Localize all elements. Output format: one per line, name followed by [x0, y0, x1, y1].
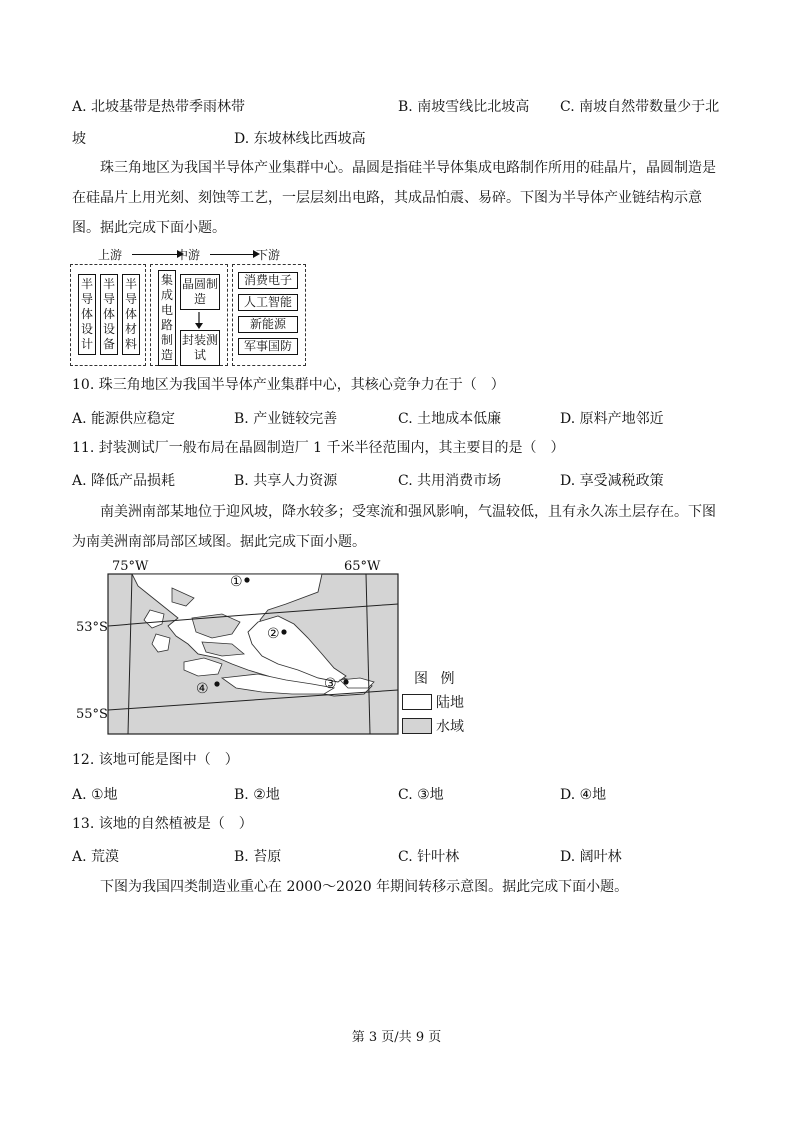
q11-option-b: B. 共享人力资源	[234, 473, 338, 489]
q11-option-d: D. 享受减税政策	[560, 473, 664, 489]
up-item-equipment: 半导体设备	[100, 274, 118, 355]
q12-stem: 12. 该地可能是图中（ ）	[72, 752, 239, 768]
q9-option-d: D. 东坡林线比西坡高	[234, 131, 366, 147]
arrow-mid-to-down	[210, 254, 258, 255]
stage-downstream: 下游	[256, 248, 281, 262]
q12-option-a: A. ①地	[72, 787, 118, 803]
q12-option-b: B. ②地	[234, 787, 280, 803]
q13-stem: 13. 该地的自然植被是（ ）	[72, 816, 253, 832]
q10-option-d: D. 原料产地邻近	[560, 411, 664, 427]
q10-stem: 10. 珠三角地区为我国半导体产业集群中心，其核心竞争力在于（ ）	[72, 377, 505, 393]
legend-label-land: 陆地	[436, 695, 464, 711]
intro-semiconductor	[72, 153, 722, 243]
legend-label-water: 水域	[436, 719, 464, 735]
map-point-3-label: ③	[324, 676, 337, 692]
q11-option-a: A. 降低产品损耗	[72, 473, 176, 489]
map-point-3-dot	[343, 679, 348, 684]
map-point-1-label: ①	[230, 574, 243, 590]
intro-south-america	[72, 497, 722, 557]
map-point-4-dot	[214, 681, 219, 686]
intro-south-america-text: 南美洲南部某地位于迎风坡，降水较多；受寒流和强风影响，气温较低，且有永久冻土层存在。下图为南美洲南部局部区域图。据此完成下面小题。	[72, 504, 716, 550]
map-label-55s: 55°S	[76, 707, 108, 722]
down-item-consumer: 消费电子	[238, 272, 298, 289]
down-item-new-energy: 新能源	[238, 316, 298, 333]
map-label-75w: 75°W	[112, 559, 149, 574]
q9-option-c-continued: 坡	[72, 131, 86, 147]
q9-option-b: B. 南坡雪线比北坡高	[398, 99, 530, 115]
q12-option-c: C. ③地	[398, 787, 444, 803]
map-point-2-dot	[281, 629, 286, 634]
q12-option-d: D. ④地	[560, 787, 607, 803]
q13-option-d: D. 阔叶林	[560, 849, 622, 865]
mid-packaging-testing: 封装测试	[180, 330, 220, 366]
legend-row-land	[402, 692, 464, 712]
q13-option-a: A. 荒漠	[72, 849, 120, 865]
map-point-1-dot	[244, 577, 249, 582]
map-point-4-label: ④	[196, 681, 209, 697]
q13-option-c: C. 针叶林	[398, 849, 460, 865]
map-label-53s: 53°S	[76, 620, 108, 635]
semiconductor-chain-diagram	[70, 246, 310, 371]
page-footer: 第 3 页/共 9 页	[351, 1030, 442, 1045]
legend-swatch-water	[402, 718, 432, 734]
intro-manufacturing-text: 下图为我国四类制造业重心在 2000～2020 年期间转移示意图。据此完成下面小题。	[100, 879, 629, 895]
stage-midstream: 中游	[176, 248, 201, 262]
q10-option-b: B. 产业链较完善	[234, 411, 338, 427]
arrow-up-to-mid	[132, 254, 182, 255]
q11-stem: 11. 封装测试厂一般布局在晶圆制造厂 1 千米半径范围内，其主要目的是（ ）	[72, 440, 565, 456]
legend-swatch-land	[402, 694, 432, 710]
q13-option-b: B. 苔原	[234, 849, 282, 865]
down-item-defense: 军事国防	[238, 338, 298, 355]
q9-option-c: C. 南坡自然带数量少于北	[560, 99, 720, 115]
stage-upstream: 上游	[98, 248, 123, 262]
intro-manufacturing	[72, 872, 722, 902]
q10-option-a: A. 能源供应稳定	[72, 411, 176, 427]
mid-ic-manufacturing: 集成电路制造	[158, 270, 176, 366]
q11-option-c: C. 共用消费市场	[398, 473, 502, 489]
map-point-2-label: ②	[267, 626, 280, 642]
q10-option-c: C. 土地成本低廉	[398, 411, 502, 427]
q9-option-a: A. 北坡基带是热带季雨林带	[72, 99, 246, 115]
legend-row-water	[402, 716, 464, 736]
up-item-material: 半导体材料	[122, 274, 140, 355]
up-item-design: 半导体设计	[78, 274, 96, 355]
down-item-ai: 人工智能	[238, 294, 298, 311]
legend-title: 图 例	[414, 671, 459, 687]
intro-semiconductor-text: 珠三角地区为我国半导体产业集群中心。晶圆是指硅半导体集成电路制作所用的硅晶片，晶圆制造是在硅晶片上用光刻、刻蚀等工艺，一层层刻出电路，其成品怕震、易碎。下图为半导体产业链结构示意图。据此完成下面小题。	[72, 160, 716, 236]
map-legend	[402, 668, 464, 736]
mid-wafer-manufacturing: 晶圆制造	[180, 274, 220, 310]
map-label-65w: 65°W	[344, 559, 381, 574]
arrow-wafer-to-packaging	[192, 312, 206, 330]
